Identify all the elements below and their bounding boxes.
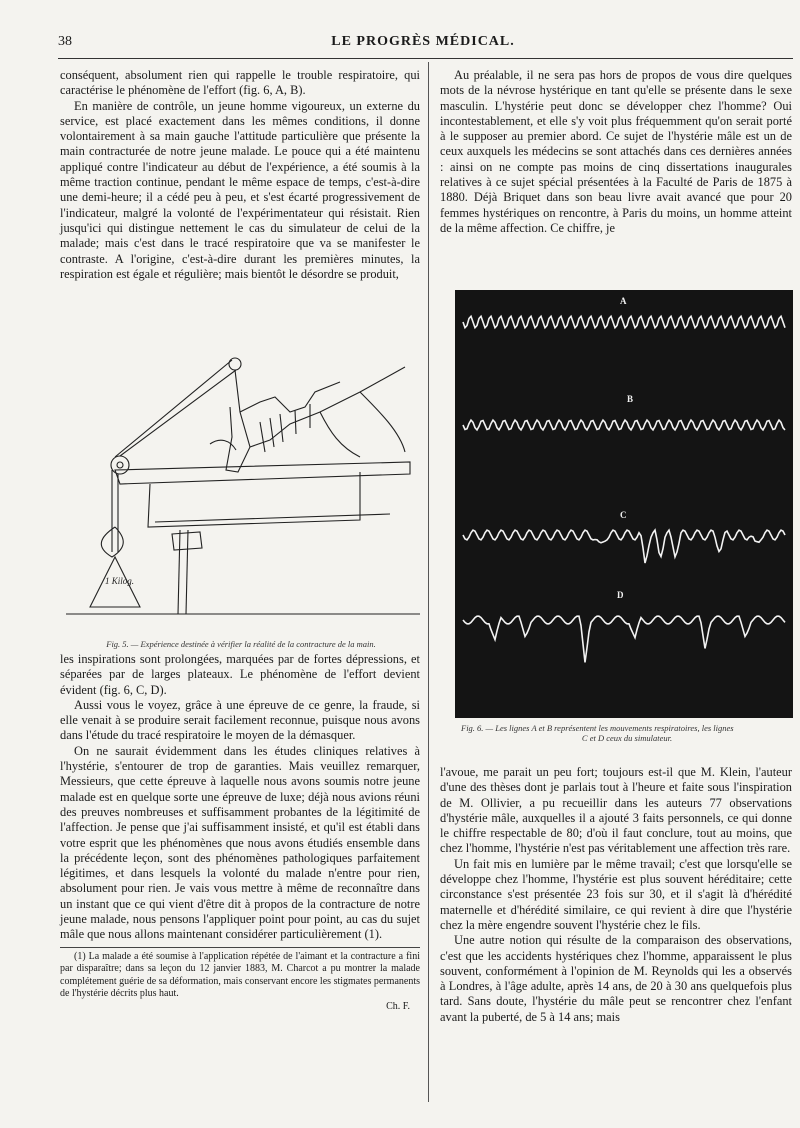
weight-label: 1 Kilog. — [105, 576, 135, 586]
figure-5-caption: Fig. 5. — Expérience destinée à vérifier la réalité de la contracture de la main. — [106, 639, 376, 649]
journal-title: LE PROGRÈS MÉDICAL. — [331, 34, 515, 49]
left-column-top — [60, 68, 420, 282]
column-divider — [428, 62, 429, 1102]
footnote-text: (1) La malade a été soumise à l'application répétée de l'aimant et la contracture a fini par disparaître; dans sa leçon du 12 janvier 1883, M. Charcot a pu montrer la malade complétement guérie de sa déformation, mais conservant encore les stigmates permanents de l'hystérie décrits plus haut. — [60, 950, 420, 1000]
footnote — [60, 951, 420, 1014]
footnote-signature: Ch. F. — [386, 1000, 410, 1012]
right-column-top — [440, 68, 792, 236]
right-column-bottom — [440, 765, 792, 1025]
tracing-label-c: C — [620, 510, 627, 520]
tracing-label-d: D — [617, 590, 624, 600]
figure-6 — [455, 290, 793, 743]
paragraph: En manière de contrôle, un jeune homme vigoureux, un externe du service, est placé exactement dans les mêmes conditions, il donne volontairement à sa main gauche l'attitude particulière que présente la main contracturée de notre jeune malade. Le pouce qui a été maintenu appliqué contre l'indicateur au début de l'expérience, a été soumis à la même traction continue, pendant le même espace de temps, c'est-à-dire une demi-heure; il a cédé peu à peu, et s'est écarté progressivement de l'indicateur, malgré la volonté de l'expérimentateur qui résistait. Rien jusqu'ici qui distingue nettement le cas du simulateur de celui de la malade; mais c'est dans le tracé respiratoire que va se manifester le contraste. A l'origine, c'est-à-dire durant les premières minutes, la respiration est égale et régulière; mais bientôt le désordre se produit, — [60, 98, 420, 281]
footnote-rule — [60, 947, 420, 948]
contracture-experiment-illustration — [60, 352, 422, 634]
paragraph: Une autre notion qui résulte de la comparaison des observations, c'est que les accidents hystériques chez l'homme, apparaissent le plus souvent, conformément à l'opinion de M. Reynolds qui les a observés à Londres, à l'âge adulte, après 14 ans, de 20 à 30 ans quelquefois plus tard. Sans doute, l'hystérie du mâle peut se rencontrer chez l'enfant avant la puberté, de 5 à 14 ans; mais — [440, 933, 792, 1024]
paragraph: l'avoue, me parait un peu fort; toujours est-il que M. Klein, l'auteur d'une des thèses dont je parlais tout à l'heure et faite sous l'inspiration de M. Ollivier, a pu recueillir dans les auteurs 77 observations d'hystérie mâle, auxquelles il a ajouté 3 faits personnels, ce qui donne le chiffre respectable de 80; d'où il faut conclure, tout au moins, que chez l'homme, l'hystérie n'est pas véritablement une affection très rare. — [440, 765, 792, 856]
paragraph: Au préalable, il ne sera pas hors de propos de vous dire quelques mots de la névrose hystérique en tant qu'elle se présente dans le sexe masculin. L'hystérie peut donc se développer chez l'homme? Oui incontestablement, et elle s'y voit plus fréquemment qu'on serait porté à le supposer au premier abord. Ce sujet de l'hystérie mâle est un de ceux auxquels les médecins se sont attachés dans ces dernières années : ainsi on ne compte pas moins de cinq dissertations inaugurales relatives à ce sujet spécial présentées à la Faculté de Paris de 1875 à 1880. Déjà Briquet dans son beau livre avait avancé que pour 20 femmes hystériques on rencontre, à Paris du moins, un homme atteint de la même affection. Ce chiffre, je — [440, 68, 792, 235]
paragraph: conséquent, absolument rien qui rappelle le trouble respiratoire, qui caractérise le phénomène de l'effort (fig. 6, A, B). — [60, 68, 420, 98]
running-header — [58, 32, 788, 54]
left-column-bottom — [60, 652, 420, 1013]
figure-6-caption-line-2: C et D ceux du simulateur. — [581, 733, 673, 743]
tracing-label-a: A — [620, 296, 627, 306]
paragraph: On ne saurait évidemment dans les études cliniques relatives à l'hystérie, s'entourer de trop de garanties. Mais veuillez remarquer, Messieurs, que cette épreuve à laquelle nous avons soumis notre jeune malade est en quelque sorte une épreuve de luxe; déjà nous avions réuni des preuves nombreuses et suffisamment probantes de la légitimité de l'affection. Je pense que j'ai suffisamment insisté, et qu'il est établi dans votre esprit que les phénomènes que nous avons étudiés ensemble dans la précédente leçon, sont des phénomènes pathologiques parfaitement légitimes, et dans lesquels la volonté du malade n'entre pour rien, absolument pour rien. Je vais vous mettre à même de reconnaître dans un instant que ce qui vient d'être dit à propos de la contracture de notre jeune malade, nous pensons l'appliquer point pour point, au cas du sujet mâle que nous allons maintenant considérer particulièrement (1). — [60, 743, 420, 942]
figure-6-caption — [455, 723, 793, 743]
paragraph: Un fait mis en lumière par le même travail; c'est que lorsqu'elle se développe chez l'homme, l'hystérie est plus souvent héréditaire; cette circonstance s'est présentée 23 fois sur 30, et il s'agit là d'hérédité maternelle et d'hérédité similaire, ce qui revient à dire que l'hystérie chez la mère engendre souvent l'hystérie chez le fils. — [440, 856, 792, 932]
paragraph: les inspirations sont prolongées, marquées par de fortes dépressions, et séparées par de larges plateaux. Le phénomène de l'effort devient évident (fig. 6, C, D). — [60, 652, 420, 697]
page-number: 38 — [58, 34, 72, 49]
figure-5 — [60, 352, 422, 652]
figure-6-caption-line-1: Fig. 6. — Les lignes A et B représentent les mouvements respiratoires, les lignes — [461, 723, 734, 733]
tracing-label-b: B — [627, 394, 634, 404]
paragraph: Aussi vous le voyez, grâce à une épreuve de ce genre, la fraude, si elle venait à se produire serait facilement reconnue, puisque nous avons dans l'étude du tracé respiratoire le moyen de la démasquer. — [60, 697, 420, 743]
header-rule — [58, 58, 793, 59]
respiratory-tracings — [455, 290, 793, 718]
